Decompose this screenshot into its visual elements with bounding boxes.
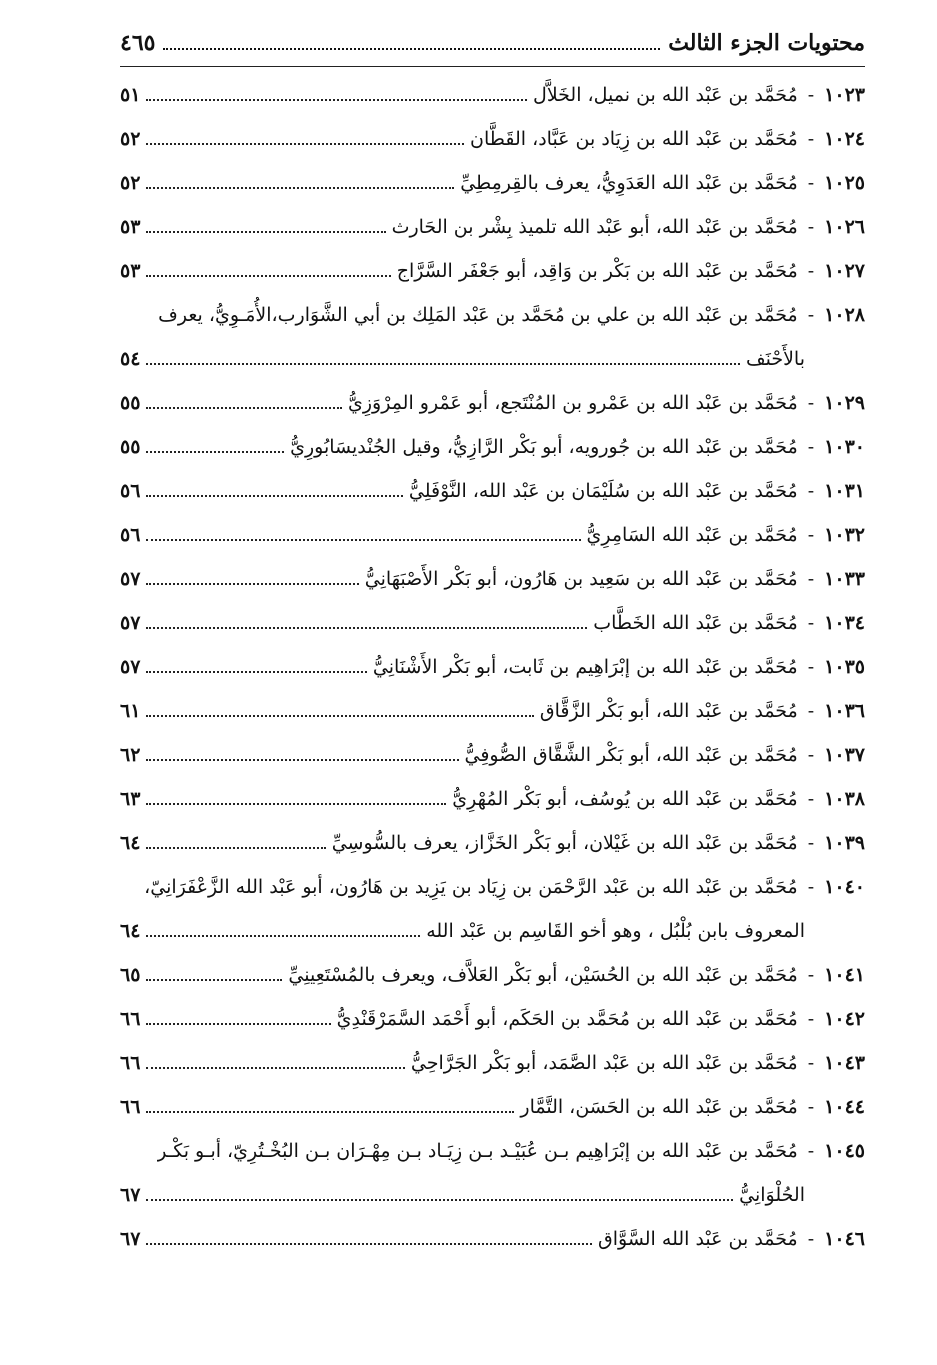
leader-dots: [146, 485, 403, 497]
toc-entry: [120, 601, 865, 645]
leader-dots: [146, 661, 366, 673]
entry-page: ٥٦: [120, 480, 141, 502]
toc-entry: [120, 689, 865, 733]
entry-dash: -: [807, 480, 815, 502]
toc-entry: [120, 293, 865, 337]
entry-name: مُحَمَّد بن عَبْد الله السَامِرِيُّ: [586, 524, 798, 546]
entry-number: ١٠٢٦: [824, 216, 865, 238]
header-leader-dots: [163, 36, 660, 50]
entry-page: ٥٢: [120, 128, 141, 150]
entry-dash: -: [807, 84, 815, 106]
entry-name: مُحَمَّد بن عَبْد الله بن سَعِيد بن هَارُون، أبو بَكْر الأَصْبَهَانِيُّ: [364, 568, 798, 590]
entry-number: ١٠٣٠: [824, 436, 865, 458]
leader-dots: [146, 925, 420, 937]
entry-name: مُحَمَّد بن عَبْد الله بن الحَسَن، التَّمَّار: [520, 1096, 798, 1118]
entry-name: مُحَمَّد بن عَبْد الله بن الحُسَيْن، أبو بَكْر العَلاَّف، ويعرف بالمُسْتَعِينِيِّ: [288, 964, 798, 986]
entry-name: مُحَمَّد بن عَبْد الله، أبو عَبْد الله تلميذ بِشْر بن الحَارث: [391, 216, 798, 238]
leader-dots: [146, 1101, 514, 1113]
leader-dots: [146, 1233, 592, 1245]
toc-entry: [120, 381, 865, 425]
entry-page: ٦٤: [120, 920, 141, 942]
entry-dash: -: [807, 1140, 815, 1162]
toc-entry: [120, 205, 865, 249]
entry-number: ١٠٣٣: [824, 568, 865, 590]
toc-entry: [120, 73, 865, 117]
entry-name: مُحَمَّد بن عَبْد الله بن بَكْر بن وَاقِد، أبو جَعْفَر السَّرَّاج: [396, 260, 798, 282]
entry-page: ٥٧: [120, 568, 141, 590]
leader-dots: [146, 353, 740, 365]
entry-number: ١٠٤٠: [824, 876, 865, 898]
toc-entry: [120, 953, 865, 997]
entry-dash: -: [807, 216, 815, 238]
entry-page: ٦٦: [120, 1096, 141, 1118]
entry-number: ١٠٣٤: [824, 612, 865, 634]
toc-entry: [120, 997, 865, 1041]
entry-name-continuation: المعروف بابن بُلْبُل ، وهو أخو القَاسِم بن عَبْد الله: [426, 920, 805, 942]
entry-number: ١٠٢٩: [824, 392, 865, 414]
leader-dots: [146, 397, 342, 409]
entry-dash: -: [807, 1052, 815, 1074]
toc-entry: [120, 645, 865, 689]
entry-name: مُحَمَّد بن عَبْد الله، أبو بَكْر الزَّقَّاق: [539, 700, 798, 722]
entry-name: مُحَمَّد بن عَبْد الله بن عَبْد الرَّحْمَن بن زِيَاد بن يَزِيد بن هَارُون، أبو عَبْد الله الزَّعْفَرَانِيّ،: [144, 876, 798, 898]
entry-number: ١٠٢٧: [824, 260, 865, 282]
entry-page: ٥٢: [120, 172, 141, 194]
entry-page: ٦٣: [120, 788, 141, 810]
entry-dash: -: [807, 788, 815, 810]
entry-name: مُحَمَّد بن عَبْد الله بن عَبْد الصَّمَد، أبو بَكْر الجَرَّاحِيُّ: [410, 1052, 798, 1074]
entry-name-continuation: الحُلْوَانِيُّ: [739, 1184, 805, 1206]
entry-page: ٥١: [120, 84, 141, 106]
toc-entry: [120, 117, 865, 161]
entry-name: مُحَمَّد بن عَبْد الله الخَطَّاب: [593, 612, 798, 634]
entry-name-continuation: بالأَحْنَف: [745, 348, 805, 370]
entry-name: مُحَمَّد بن عَبْد الله بن عَمْرو بن المُنْتَجع، أبو عَمْرو المِرْوَزِيُّ: [347, 392, 798, 414]
toc-entry-continuation: [120, 337, 865, 381]
toc-entry: [120, 1041, 865, 1085]
entry-dash: -: [807, 392, 815, 414]
entry-name: مُحَمَّد بن عَبْد الله بن جُورويه، أبو بَكْر الرَّازِيُّ، وقيل الجُنْديسَابُورِيُّ: [290, 436, 798, 458]
entry-number: ١٠٣١: [824, 480, 865, 502]
entry-name: مُحَمَّد بن عَبْد الله، أبو بَكْر الشَّقَّاق الصُّوفِيُّ: [464, 744, 798, 766]
entry-number: ١٠٣٨: [824, 788, 865, 810]
entry-dash: -: [807, 568, 815, 590]
entry-page: ٥٧: [120, 612, 141, 634]
header-title: محتويات الجزء الثالث: [668, 30, 865, 56]
toc-entry: [120, 865, 865, 909]
entry-page: ٦١: [120, 700, 141, 722]
toc-entry: [120, 1129, 865, 1173]
entry-name: مُحَمَّد بن عَبْد الله بن زِيَاد بن عَبَّاد، القَطَّان: [470, 128, 798, 150]
leader-dots: [146, 441, 284, 453]
leader-dots: [146, 177, 454, 189]
entry-dash: -: [807, 1228, 815, 1250]
leader-dots: [146, 265, 390, 277]
entry-name: مُحَمَّد بن عَبْد الله بن علي بن مُحَمَّد بن عَبْد المَلِك بن أبي الشَّوَارب،الأُمَـوِيُّ، يعرف: [158, 304, 798, 326]
entry-number: ١٠٣٧: [824, 744, 865, 766]
toc-entries: [120, 73, 865, 1261]
entry-number: ١٠٢٣: [824, 84, 865, 106]
entry-dash: -: [807, 260, 815, 282]
entry-number: ١٠٣٢: [824, 524, 865, 546]
entry-number: ١٠٣٩: [824, 832, 865, 854]
entry-dash: -: [807, 524, 815, 546]
entry-page: ٦٥: [120, 964, 141, 986]
entry-number: ١٠٤٣: [824, 1052, 865, 1074]
entry-name: مُحَمَّد بن عَبْد الله بن يُوسُف، أبو بَكْر المُهْرِيُّ: [452, 788, 798, 810]
entry-number: ١٠٣٥: [824, 656, 865, 678]
entry-dash: -: [807, 964, 815, 986]
entry-number: ١٠٤٥: [824, 1140, 865, 1162]
entry-number: ١٠٤٦: [824, 1228, 865, 1250]
entry-dash: -: [807, 1096, 815, 1118]
page-header: [120, 30, 865, 66]
entry-dash: -: [807, 700, 815, 722]
entry-name: مُحَمَّد بن عَبْد الله العَدَوِيُّ، يعرف بالقِرمِطِيِّ: [460, 172, 798, 194]
leader-dots: [146, 221, 385, 233]
entry-page: ٥٥: [120, 436, 141, 458]
entry-number: ١٠٢٨: [824, 304, 865, 326]
entry-name: مُحَمَّد بن عَبْد الله السَّوَّاق: [597, 1228, 798, 1250]
entry-page: ٦٢: [120, 744, 141, 766]
entry-name: مُحَمَّد بن عَبْد الله بن إبْرَاهِيم بـن عُبَيْـد بـن زِيَـاد بـن مِهْـرَان بـن البُخْـتُرِيّ، أبـو بَكْـر: [157, 1140, 798, 1162]
leader-dots: [146, 529, 580, 541]
header-page-number: ٤٦٥: [120, 30, 156, 56]
toc-entry: [120, 733, 865, 777]
leader-dots: [146, 617, 587, 629]
leader-dots: [146, 133, 464, 145]
toc-entry-continuation: [120, 909, 865, 953]
entry-page: ٥٣: [120, 216, 141, 238]
entry-name: مُحَمَّد بن عَبْد الله بن سُلَيْمَان بن عَبْد الله، النَّوْفَلِيُّ: [408, 480, 798, 502]
entry-dash: -: [807, 172, 815, 194]
entry-page: ٥٤: [120, 348, 141, 370]
leader-dots: [146, 793, 446, 805]
leader-dots: [146, 1013, 330, 1025]
entry-page: ٥٧: [120, 656, 141, 678]
leader-dots: [146, 1057, 404, 1069]
entry-number: ١٠٢٥: [824, 172, 865, 194]
toc-entry: [120, 161, 865, 205]
entry-dash: -: [807, 656, 815, 678]
leader-dots: [146, 705, 533, 717]
entry-page: ٦٧: [120, 1228, 141, 1250]
entry-page: ٥٥: [120, 392, 141, 414]
leader-dots: [146, 1189, 733, 1201]
toc-entry: [120, 425, 865, 469]
entry-dash: -: [807, 436, 815, 458]
entry-dash: -: [807, 876, 815, 898]
toc-entry: [120, 469, 865, 513]
entry-name: مُحَمَّد بن عَبْد الله بن نميل، الخَلاَّل: [533, 84, 798, 106]
entry-name: مُحَمَّد بن عَبْد الله بن غَيْلان، أبو بَكْر الخَزَّاز، يعرف بالسُّوسِيِّ: [331, 832, 798, 854]
entry-page: ٦٤: [120, 832, 141, 854]
entry-number: ١٠٤٢: [824, 1008, 865, 1030]
toc-entry: [120, 249, 865, 293]
toc-entry: [120, 557, 865, 601]
entry-number: ١٠٣٦: [824, 700, 865, 722]
entry-page: ٥٣: [120, 260, 141, 282]
toc-page: [120, 30, 865, 1261]
entry-dash: -: [807, 832, 815, 854]
entry-name: مُحَمَّد بن عَبْد الله بن مُحَمَّد بن الحَكَم، أبو أَحْمَد السَّمَرْقَنْدِيُّ: [336, 1008, 798, 1030]
toc-entry-continuation: [120, 1173, 865, 1217]
entry-page: ٦٦: [120, 1052, 141, 1074]
toc-entry: [120, 513, 865, 557]
leader-dots: [146, 837, 325, 849]
entry-dash: -: [807, 128, 815, 150]
entry-page: ٦٦: [120, 1008, 141, 1030]
leader-dots: [146, 969, 282, 981]
entry-dash: -: [807, 1008, 815, 1030]
entry-dash: -: [807, 612, 815, 634]
toc-entry: [120, 1217, 865, 1261]
toc-entry: [120, 821, 865, 865]
entry-name: مُحَمَّد بن عَبْد الله بن إبْرَاهِيم بن ثَابت، أبو بَكْر الأَشْنَانِيُّ: [372, 656, 798, 678]
leader-dots: [146, 573, 358, 585]
entry-page: ٥٦: [120, 524, 141, 546]
entry-page: ٦٧: [120, 1184, 141, 1206]
toc-entry: [120, 1085, 865, 1129]
entry-dash: -: [807, 304, 815, 326]
leader-dots: [146, 749, 458, 761]
toc-entry: [120, 777, 865, 821]
entry-number: ١٠٢٤: [824, 128, 865, 150]
entry-number: ١٠٤١: [824, 964, 865, 986]
entry-dash: -: [807, 744, 815, 766]
entry-number: ١٠٤٤: [824, 1096, 865, 1118]
leader-dots: [146, 89, 527, 101]
header-rule: [120, 66, 865, 67]
